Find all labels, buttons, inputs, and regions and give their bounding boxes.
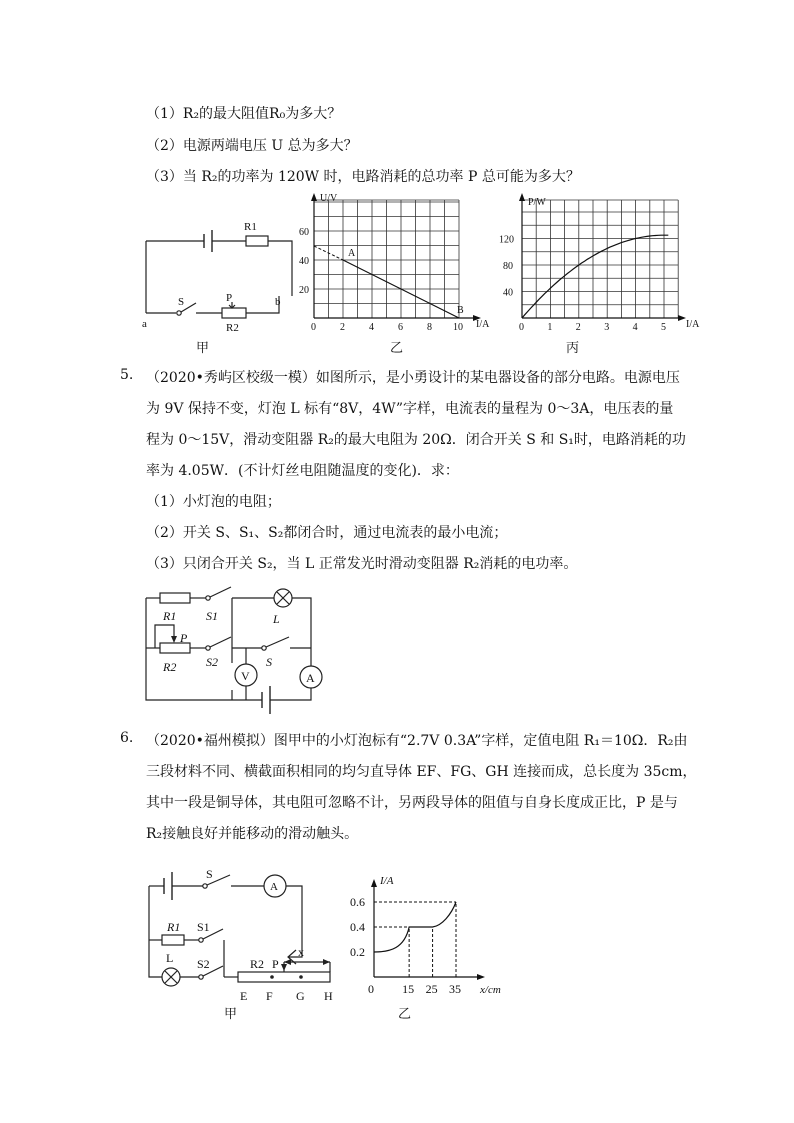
q6-yi-ytick: 0.2 <box>350 945 365 959</box>
q4-label-r1: R1 <box>244 221 257 233</box>
q4-yi-xtick: 2 <box>340 322 345 333</box>
q4-yi-ytick: 20 <box>299 285 309 296</box>
q4-bing-xtick: 0 <box>519 322 524 333</box>
q5-line1: （2020•秀屿区校级一模）如图所示，是小勇设计的某电器设备的部分电路。电源电压 <box>146 370 680 386</box>
q6-caption-yi: 乙 <box>398 1006 412 1021</box>
q4-sub3: （3）当 R₂的功率为 120W 时，电路消耗的总功率 P 总可能为多大？ <box>146 169 580 185</box>
q5-number: 5. <box>120 367 134 383</box>
q6-label-x: x <box>298 945 304 959</box>
q4-label-r2: R2 <box>226 322 239 334</box>
q4-yi-xtick: 4 <box>369 322 374 333</box>
q6-label-p: P <box>272 957 279 971</box>
q6-label-f: F <box>266 989 273 1003</box>
q6-label-h: H <box>324 989 333 1003</box>
q6-label-s1: S1 <box>197 920 210 934</box>
q5-voltmeter-label: V <box>241 669 250 683</box>
q5-label-s: S <box>266 655 272 669</box>
q4-yi-xlabel: I/A <box>476 319 490 330</box>
q6-yi-ytick: 0.6 <box>350 895 365 909</box>
q6-label-r2: R2 <box>250 957 265 971</box>
q4-bing-ylabel: P/W <box>528 197 546 208</box>
q4-label-s: S <box>178 296 185 308</box>
q6-yi-ytick: 0.4 <box>350 920 365 934</box>
q4-label-b: b <box>275 296 281 308</box>
q4-yi-point-a: A <box>348 248 356 259</box>
q6-yi-ylabel: I/A <box>380 875 394 887</box>
q5-sub3: （3）只闭合开关 S₂，当 L 正常发光时滑动变阻器 R₂消耗的电功率。 <box>146 556 578 572</box>
q6-label-s2: S2 <box>197 957 210 971</box>
q6-yi-xtick: 15 <box>402 982 415 996</box>
q6-ammeter-label: A <box>270 881 278 893</box>
q4-label-a: a <box>142 318 147 330</box>
q6-label-e: E <box>240 989 248 1003</box>
q6-yi-xtick: 25 <box>425 982 438 996</box>
q4-yi-xtick: 8 <box>427 322 432 333</box>
q4-bing-xtick: 1 <box>547 322 553 333</box>
q4-caption-bing: 丙 <box>566 340 580 355</box>
q4-yi-ytick: 40 <box>299 256 309 267</box>
q4-caption-yi: 乙 <box>390 340 404 355</box>
q5-ammeter-label: A <box>306 671 315 685</box>
q4-bing-xlabel: I/A <box>686 319 700 330</box>
q4-bing-ytick: 120 <box>499 234 514 246</box>
q4-yi-ytick: 60 <box>299 227 309 238</box>
q5-sub2: （2）开关 S、S₁、S₂都闭合时，通过电流表的最小电流； <box>146 525 508 541</box>
q4-label-p: P <box>226 292 233 304</box>
q5-line4: 率为 4.05W．(不计灯丝电阻随温度的变化)．求： <box>146 463 459 479</box>
q4-yi-xtick: 6 <box>398 322 403 333</box>
q6-label-l: L <box>166 951 174 965</box>
q6-line3: 其中一段是铜导体，其电阻可忽略不计，另两段导体的阻值与自身长度成正比，P 是与 <box>146 795 678 811</box>
q6-line4: R₂接触良好并能移动的滑动触头。 <box>146 826 359 842</box>
q4-yi-xtick: 0 <box>311 322 316 333</box>
q4-yi-ylabel: U/V <box>320 193 338 204</box>
q4-bing-ytick: 40 <box>503 287 513 299</box>
q6-line1: （2020•福州模拟）图甲中的小灯泡标有“2.7V 0.3A”字样，定值电阻 R₁＝10Ω．R₂由 <box>146 733 688 749</box>
q6-yi-xtick: 35 <box>449 982 462 996</box>
q4-caption-jia: 甲 <box>196 340 210 355</box>
q5-label-l: L <box>273 612 280 626</box>
q4-yi-point-b: B <box>457 305 464 316</box>
q6-label-s: S <box>206 867 213 881</box>
q6-line2: 三段材料不同、横截面积相同的均匀直导体 EF、FG、GH 连接而成，总长度为 35cm， <box>146 764 697 780</box>
q5-sub1: （1）小灯泡的电阻； <box>146 494 281 510</box>
q4-bing-ytick: 80 <box>503 261 513 272</box>
q6-yi-xlabel: x/cm <box>480 984 501 996</box>
q4-sub1: （1）R₂的最大阻值R₀为多大？ <box>146 106 342 122</box>
q6-label-r1: R1 <box>167 920 181 934</box>
q6-caption-jia: 甲 <box>224 1006 238 1021</box>
q5-label-s2: S2 <box>206 655 218 669</box>
q4-bing-xtick: 4 <box>632 322 638 333</box>
q6-label-g: G <box>296 989 305 1003</box>
q5-line3: 程为 0～15V，滑动变阻器 R₂的最大电阻为 20Ω．闭合开关 S 和 S₁时，电路消耗的功 <box>146 432 686 448</box>
q4-sub2: （2）电源两端电压 U 总为多大？ <box>146 138 358 154</box>
q5-label-p: P <box>180 631 188 645</box>
q4-bing-xtick: 5 <box>661 322 666 333</box>
q5-label-s1: S1 <box>206 609 218 623</box>
q6-yi-origin: 0 <box>368 982 374 996</box>
q4-bing-xtick: 2 <box>575 322 581 333</box>
q6-number: 6. <box>120 730 134 746</box>
q5-label-r2: R2 <box>163 660 177 674</box>
q5-label-r1: R1 <box>163 609 177 623</box>
q4-bing-xtick: 3 <box>604 322 610 333</box>
q4-yi-xtick: 10 <box>453 322 463 333</box>
q5-line2: 为 9V 保持不变，灯泡 L 标有“8V，4W”字样，电流表的量程为 0～3A，电压表的量 <box>146 401 674 417</box>
